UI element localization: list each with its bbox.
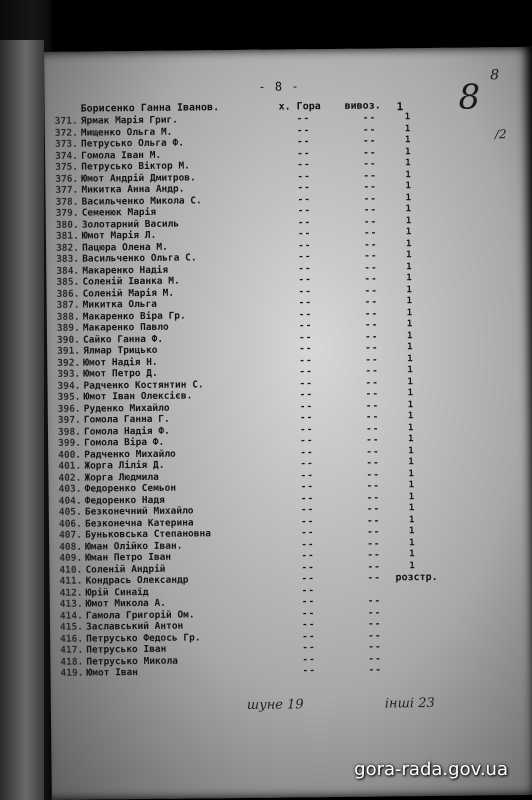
- entry-number: 371.: [54, 115, 78, 127]
- count-mark: 1: [407, 353, 413, 364]
- person-name: Юмот Іван Олексієв.: [83, 390, 193, 403]
- person-name: Жорга Лілія Д.: [84, 459, 165, 472]
- side-note: розстр.: [395, 571, 438, 584]
- count-mark: 1: [405, 204, 412, 215]
- count-mark: 1: [404, 123, 411, 134]
- person-name: Юмот Микола А.: [85, 597, 166, 610]
- person-name: Федоренко Семьон: [84, 482, 177, 495]
- village-mark: --: [301, 573, 316, 585]
- handwritten-mark: 8: [490, 67, 500, 84]
- person-name: Гомола Надія Ф.: [83, 425, 170, 438]
- village-mark: --: [297, 147, 311, 159]
- village-mark: --: [300, 469, 314, 481]
- document-page: [44, 47, 532, 800]
- entry-number: 382.: [55, 242, 79, 254]
- entry-number: 379.: [55, 207, 79, 219]
- status-mark: --: [364, 262, 378, 274]
- person-name: Безконечний Михайло: [84, 505, 194, 518]
- village-mark: --: [298, 285, 313, 297]
- entry-number: 391.: [57, 345, 81, 357]
- village-mark: --: [298, 262, 312, 274]
- entry-number: 394.: [57, 380, 81, 392]
- count-mark: 1: [408, 514, 415, 525]
- status-mark: --: [364, 296, 379, 308]
- person-name: Мищенко Ольга М.: [80, 126, 173, 139]
- status-mark: --: [367, 549, 381, 561]
- status-mark: --: [367, 595, 382, 607]
- count-mark: 1: [406, 330, 413, 341]
- entry-list: [45, 111, 532, 680]
- entry-number: 378.: [55, 196, 79, 208]
- village-mark: --: [296, 124, 311, 136]
- person-name: Соленій Андрій: [85, 563, 166, 576]
- person-name: Ялмар Трицько: [83, 344, 158, 357]
- count-mark: 1: [408, 503, 415, 514]
- entry-number: 404.: [58, 495, 82, 507]
- status-mark: --: [363, 147, 377, 159]
- entry-number: 395.: [57, 391, 81, 403]
- person-name: Юмот Андрій Дмитров.: [81, 171, 196, 185]
- entry-number: 400.: [58, 449, 82, 461]
- village-mark: --: [298, 331, 313, 343]
- status-mark: --: [365, 377, 379, 389]
- count-mark: 1: [408, 468, 414, 479]
- village-mark: --: [299, 389, 314, 401]
- village-mark: --: [297, 170, 311, 182]
- count-mark: 1: [408, 434, 414, 445]
- status-mark: --: [366, 457, 380, 469]
- entry-number: 405.: [58, 506, 82, 518]
- person-name: Радченко Михайло: [84, 448, 176, 461]
- entry-number: 414.: [59, 610, 83, 622]
- entry-number: 409.: [59, 552, 83, 564]
- footer-note: інші 23: [384, 695, 435, 712]
- person-name: Петрусько Микола: [86, 655, 178, 668]
- village-mark: --: [297, 159, 311, 171]
- status-mark: --: [367, 618, 382, 630]
- person-name: Ярмак Марія Григ.: [80, 114, 179, 127]
- entry-number: 374.: [55, 150, 79, 162]
- person-name: Руденко Михайло: [83, 402, 170, 415]
- village-mark: --: [299, 423, 314, 435]
- count-mark: 1: [404, 135, 411, 146]
- village-mark: --: [300, 458, 314, 470]
- village-mark: --: [302, 653, 316, 665]
- count-mark: 1: [406, 284, 412, 295]
- count-mark: 1: [407, 365, 413, 376]
- status-mark: --: [367, 561, 381, 573]
- status-mark: --: [363, 239, 378, 251]
- village-mark: --: [299, 412, 314, 424]
- status-mark: --: [365, 388, 380, 400]
- entry-number: 396.: [57, 403, 81, 415]
- status-mark: --: [365, 354, 379, 366]
- person-name: Макаренко Надія: [82, 264, 169, 277]
- village-mark: --: [300, 435, 314, 447]
- status-mark: --: [364, 331, 379, 343]
- handwritten-mark: /2: [494, 127, 507, 142]
- village-mark: --: [302, 642, 316, 654]
- entry-number: 384.: [56, 265, 80, 277]
- village-mark: --: [297, 205, 312, 217]
- entry-number: 372.: [54, 127, 78, 139]
- count-mark: 1: [405, 158, 411, 169]
- person-name: Золотарний Василь: [81, 218, 180, 231]
- entry-number: 376.: [55, 173, 79, 185]
- entry-number: 403.: [58, 483, 82, 495]
- status-mark: --: [368, 641, 382, 653]
- entry-number: 390.: [56, 334, 80, 346]
- entry-number: 397.: [57, 414, 81, 426]
- person-name: Федоренко Надя: [84, 494, 165, 507]
- header-village: х. Гора: [278, 101, 321, 113]
- village-mark: --: [300, 492, 315, 504]
- village-mark: --: [299, 400, 314, 412]
- person-name: Гомола Ганна Г.: [83, 413, 170, 426]
- person-name: Сайко Ганна Ф.: [82, 333, 164, 346]
- person-name: Соленій Іванка М.: [82, 275, 180, 288]
- count-mark: 1: [408, 491, 415, 502]
- person-name: Юмот Петро Д.: [83, 367, 158, 380]
- footer-note: шуне 19: [246, 697, 304, 713]
- person-name: Соленій Марія М.: [82, 287, 175, 300]
- village-mark: --: [300, 481, 315, 493]
- person-name: Гомола Віра Ф.: [84, 436, 165, 449]
- person-name: Петрусько Іван: [86, 643, 167, 656]
- person-name: Юман Петро Іван: [85, 551, 172, 564]
- village-mark: --: [302, 630, 316, 642]
- header-status: вивоз.: [344, 100, 381, 112]
- status-mark: --: [363, 158, 377, 170]
- entry-number: 411.: [59, 575, 83, 587]
- village-mark: --: [299, 354, 313, 366]
- entry-number: 375.: [55, 161, 79, 173]
- person-name: Кондрась Олександр: [85, 574, 189, 587]
- entry-number: 416.: [60, 633, 84, 645]
- entry-number: 383.: [56, 253, 80, 265]
- handwritten-mark: 8: [458, 77, 481, 118]
- person-name: Васильченко Ольга С.: [82, 252, 197, 265]
- status-mark: --: [363, 216, 378, 228]
- count-mark: 1: [409, 560, 415, 571]
- village-mark: --: [301, 538, 315, 550]
- entry-number: 419.: [60, 667, 84, 679]
- village-mark: --: [298, 297, 313, 309]
- village-mark: --: [298, 251, 312, 263]
- status-mark: --: [366, 480, 381, 492]
- status-mark: --: [364, 250, 378, 262]
- status-mark: --: [368, 652, 382, 665]
- entry-number: 373.: [54, 138, 78, 150]
- count-mark: 1: [405, 146, 411, 157]
- count-mark: 1: [404, 112, 411, 123]
- count-mark: 1: [409, 549, 415, 560]
- status-mark: --: [366, 469, 380, 481]
- entry-number: 388.: [56, 311, 80, 323]
- entry-number: 377.: [55, 184, 79, 196]
- count-mark: 1: [407, 411, 414, 422]
- village-mark: --: [299, 366, 313, 378]
- person-name: Микитка Ольга: [82, 298, 158, 311]
- status-mark: --: [366, 526, 381, 538]
- entry-number: 381.: [55, 230, 79, 242]
- village-mark: --: [297, 182, 311, 194]
- village-mark: --: [301, 607, 316, 619]
- status-mark: --: [365, 342, 379, 354]
- header-name: Борисенко Ганна Іванов.: [80, 102, 220, 115]
- person-name: Микитка Анна Андр.: [81, 183, 185, 196]
- village-mark: --: [299, 377, 313, 389]
- status-mark: --: [364, 319, 379, 331]
- status-mark: --: [363, 204, 378, 216]
- village-mark: --: [301, 584, 316, 596]
- entry-number: 408.: [59, 541, 83, 553]
- count-mark: 1: [407, 342, 413, 353]
- count-mark: 1: [405, 238, 412, 249]
- person-name: Васильченко Микола С.: [81, 194, 202, 208]
- status-mark: --: [366, 503, 381, 515]
- page-number: - 8 -: [258, 79, 300, 94]
- status-mark: --: [367, 538, 381, 550]
- count-mark: 1: [406, 273, 412, 284]
- header-mark: 1: [396, 100, 404, 114]
- village-mark: --: [298, 274, 312, 286]
- entry-number: 406.: [58, 518, 82, 530]
- village-mark: --: [301, 596, 316, 608]
- person-name: Гомола Іван М.: [81, 149, 162, 162]
- village-mark: --: [297, 228, 312, 240]
- person-name: Юрій Синаїд: [85, 586, 149, 599]
- entry-number: 410.: [59, 564, 83, 576]
- person-name: Заславський Антон: [85, 620, 184, 633]
- previous-page-edge: [0, 40, 44, 800]
- entry-number: 402.: [58, 472, 82, 484]
- entry-number: 387.: [56, 299, 80, 311]
- status-mark: --: [366, 492, 381, 504]
- count-mark: 1: [406, 319, 413, 330]
- status-mark: --: [366, 515, 381, 527]
- person-name: Юмот Надія Н.: [83, 356, 158, 369]
- count-mark: 1: [409, 537, 415, 548]
- status-mark: --: [362, 135, 377, 147]
- person-name: Петрусько Віктор М.: [81, 160, 190, 173]
- count-mark: 1: [405, 192, 412, 203]
- person-name: Юмот Марія Л.: [81, 229, 157, 242]
- status-mark: --: [363, 227, 378, 239]
- person-name: Жорга Людмила: [84, 471, 159, 484]
- status-mark: --: [362, 124, 377, 136]
- status-mark: --: [365, 400, 380, 412]
- village-mark: --: [302, 665, 317, 677]
- count-mark: 1: [407, 388, 414, 399]
- person-name: Юман Олійко Іван.: [85, 540, 183, 553]
- village-mark: --: [301, 550, 315, 562]
- count-mark: 1: [406, 296, 413, 307]
- village-mark: --: [298, 308, 313, 320]
- count-mark: 1: [406, 261, 412, 272]
- village-mark: --: [301, 619, 316, 631]
- village-mark: --: [300, 446, 314, 458]
- person-name: Буньковська Степановна: [85, 528, 211, 541]
- village-mark: --: [297, 193, 312, 205]
- entry-number: 417.: [60, 644, 84, 656]
- status-mark: --: [364, 273, 378, 285]
- status-mark: --: [365, 423, 380, 435]
- count-mark: 1: [405, 169, 411, 180]
- count-mark: 1: [405, 227, 412, 238]
- entry-number: 380.: [55, 219, 79, 231]
- entry-number: 407.: [59, 529, 83, 541]
- person-name: Гамола Григорій Ом.: [85, 608, 195, 622]
- count-mark: 1: [408, 457, 414, 468]
- village-mark: --: [297, 239, 312, 251]
- person-name: Петрусько Ольга Ф.: [80, 137, 184, 150]
- person-name: Петрусько Федось Гр.: [86, 631, 201, 645]
- entry-number: 413.: [59, 598, 83, 610]
- count-mark: 1: [407, 376, 413, 387]
- village-mark: --: [301, 561, 315, 573]
- watermark: gora-rada.gov.ua: [354, 759, 508, 780]
- status-mark: --: [365, 365, 379, 377]
- status-mark: --: [367, 606, 382, 619]
- entry-number: 412.: [59, 587, 83, 599]
- village-mark: --: [298, 320, 313, 332]
- count-mark: 1: [408, 526, 415, 537]
- status-mark: --: [363, 193, 378, 205]
- person-name: Семенюк Марія: [81, 206, 157, 219]
- entry-number: 401.: [58, 460, 82, 472]
- count-mark: 1: [408, 480, 415, 491]
- status-mark: --: [366, 446, 380, 458]
- entry-number: 398.: [57, 426, 81, 438]
- person-name: Макаренко Павло: [82, 321, 169, 334]
- village-mark: --: [297, 216, 312, 228]
- status-mark: --: [366, 434, 380, 446]
- status-mark: --: [367, 572, 382, 584]
- person-name: Пацюра Олена М.: [81, 241, 168, 254]
- count-mark: 1: [408, 445, 414, 456]
- status-mark: --: [368, 664, 383, 676]
- entry-number: 399.: [58, 437, 82, 449]
- village-mark: --: [296, 136, 311, 148]
- count-mark: 1: [406, 250, 412, 261]
- person-name: Безконечна Катерина: [84, 516, 194, 530]
- entry-number: 418.: [60, 656, 84, 668]
- status-mark: --: [364, 308, 379, 320]
- person-name: Юмот Іван: [86, 667, 139, 679]
- entry-number: 389.: [56, 322, 80, 334]
- status-mark: --: [365, 411, 380, 423]
- village-mark: --: [299, 343, 313, 355]
- village-mark: --: [300, 515, 315, 527]
- count-mark: 1: [407, 422, 414, 433]
- status-mark: --: [368, 629, 382, 642]
- village-mark: --: [300, 527, 315, 539]
- status-mark: --: [363, 181, 377, 193]
- person-name: Макаренко Віра Гр.: [82, 310, 186, 323]
- count-mark: 1: [405, 215, 412, 226]
- village-mark: --: [296, 113, 311, 125]
- entry-number: 386.: [56, 288, 80, 300]
- entry-number: 415.: [59, 621, 83, 633]
- village-mark: --: [300, 504, 315, 516]
- status-mark: --: [362, 112, 377, 124]
- entry-number: 392.: [57, 357, 81, 369]
- count-mark: 1: [406, 307, 413, 318]
- entry-number: 385.: [56, 276, 80, 288]
- count-mark: 1: [407, 399, 414, 410]
- entry-number: 393.: [57, 368, 81, 380]
- count-mark: 1: [405, 181, 411, 192]
- status-mark: --: [364, 285, 379, 297]
- person-name: Радченко Костянтин С.: [83, 378, 204, 392]
- status-mark: --: [363, 170, 377, 182]
